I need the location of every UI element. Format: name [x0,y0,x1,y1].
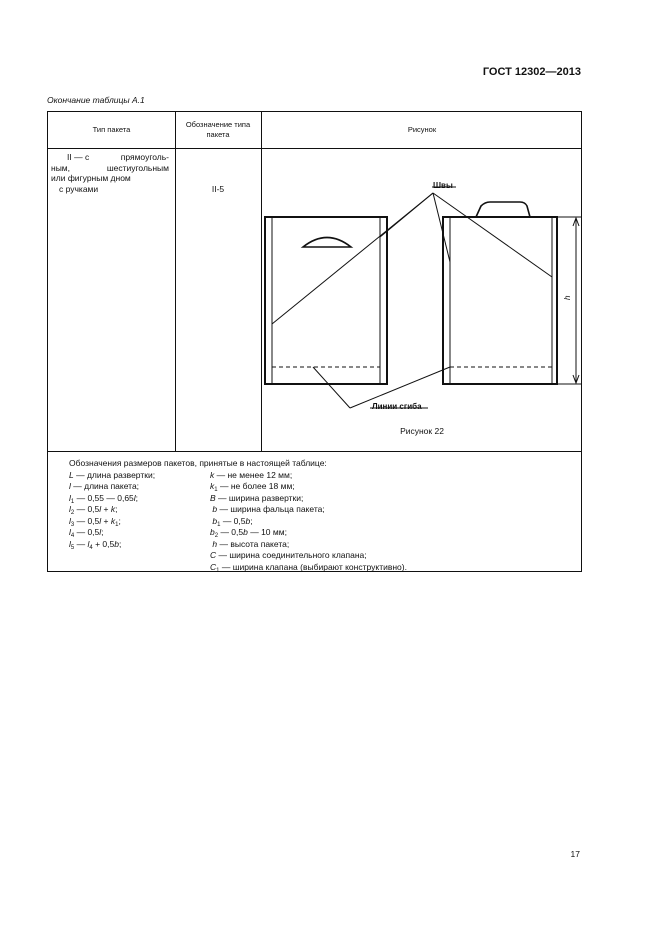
bag-type-description: II — с прямоуголь- ным, шестиугольным или фигурным дном с ручками [51,152,169,194]
height-label: h [563,295,572,300]
header-figure: Рисунок [407,125,437,134]
dimensions-table [47,111,582,572]
seams-label: Швы [433,181,453,190]
bag-side-view [443,202,557,384]
standard-number: ГОСТ 12302—2013 [482,66,581,78]
fold-lines-label: Линии сгиба [372,402,422,411]
table-caption: Окончание таблицы А.1 [47,95,145,105]
seams-leaders [272,187,552,324]
bag-front-view [265,217,387,384]
bag-type-code: II-5 [211,184,225,194]
header-type-code: Обозначение типа пакета [185,120,251,139]
notes-divider [48,451,581,452]
figure-caption: Рисунок 22 [400,426,444,436]
page-number: 17 [570,849,580,859]
dimension-notes: Обозначения размеров пакетов, принятые в настоящей таблице: L — длина развертки; k — не менее 12 мм; l — длина пакета; $k_1$ — не более 18 мм; $l_1$ — 0,55 — 0,65l; B — ширина развертки; $l_2$ — 0,5l + k; b — ширина фальца пакета; $l_3$ — $0,5l + k_1$; $b_1$ — 0,5b; $l_4$ — 0,5l; $b_2$ — 0,5b — 10 мм; $l_5$ — $l_4 + 0,5b$; h — высота пакета; C — ширина соединительного клапана; $C_1$ — ширина клапана (выбирают конструктивно). [69,458,407,574]
header-bag-type: Тип пакета [92,125,131,134]
figure-22-drawing [48,112,583,451]
notes-title: Обозначения размеров пакетов, принятые в настоящей таблице: [69,458,327,468]
